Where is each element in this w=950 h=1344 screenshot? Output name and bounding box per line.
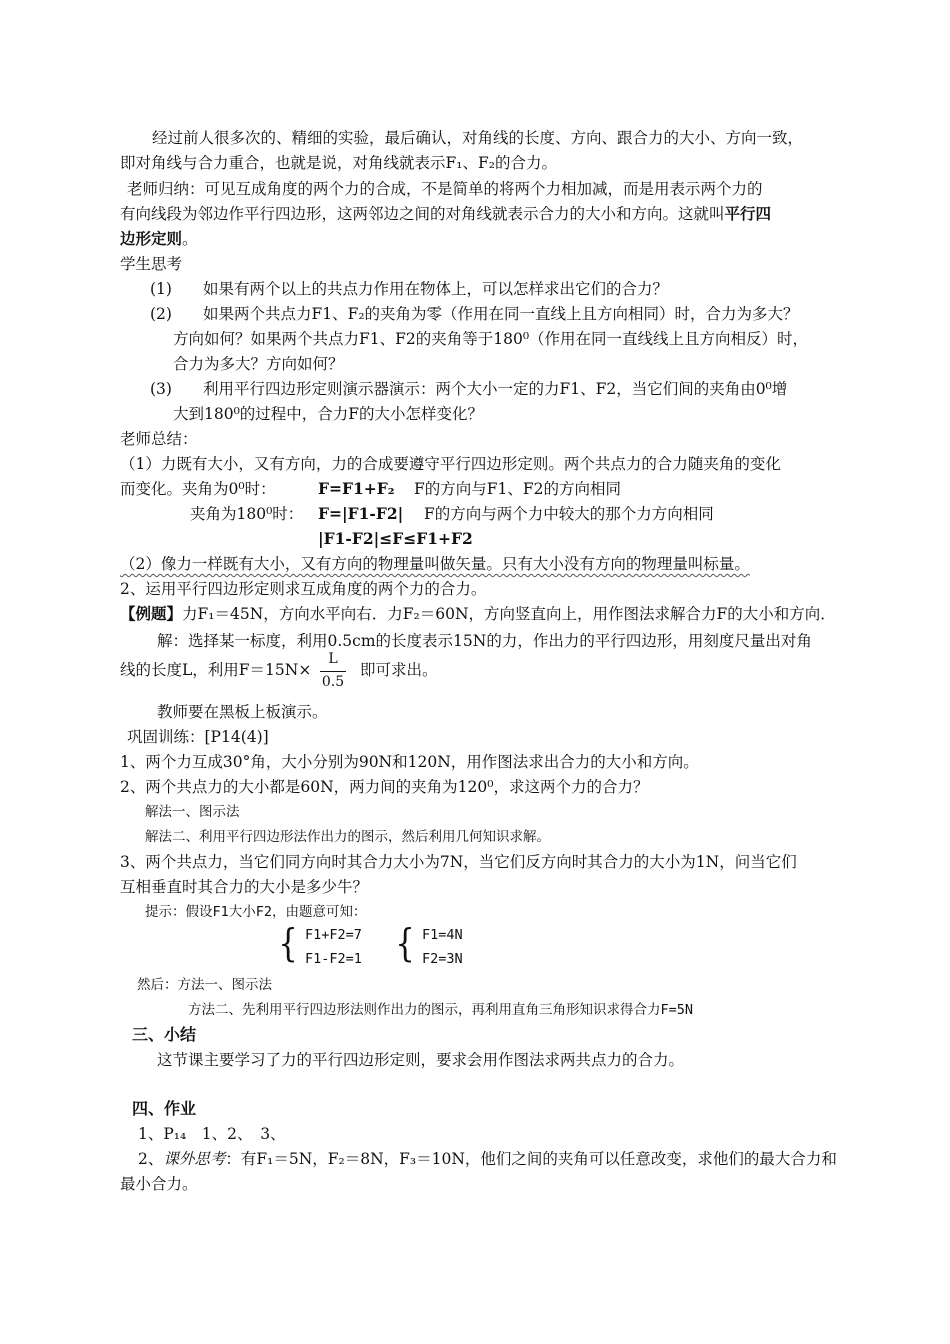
para-1-line-1: 经过前人很多次的、精细的实验，最后确认，对角线的长度、方向、跟合力的大小、方向一致， [152,129,804,147]
summary-1-line-1: （1）力既有大小，又有方向，力的合成要遵守平行四边形定则。两个共点力的合力随夹角的变化 [120,455,781,473]
fraction-bar [320,671,346,672]
exercise-3-line-2: 互相垂直时其合力的大小是多少牛？ [120,878,369,896]
example-label: 【例题】 [120,604,183,623]
section-4-title: 四、作业 [132,1099,197,1118]
section-3-text: 这节课主要学习了力的平行四边形定则，要求会用作图法求两共点力的合力。 [157,1051,685,1069]
fraction-numerator: L [328,651,338,667]
exercise-1: 1、两个力互成30°角，大小分别为90N和120N，用作图法求出合力的大小和方向。 [120,753,699,771]
question-2-line-2: 方向如何？如果两个共点力F1、F2的夹角等于180⁰（作用在同一直线线上且方向相反）时， [173,330,809,348]
para-2-end: 。 [182,230,198,248]
then-method-1: 然后：方法一、图示法 [137,977,272,993]
left-brace-2: { [395,921,415,965]
section-3-title: 三、小结 [132,1025,197,1044]
question-3-line-2: 大到180⁰的过程中，合力F的大小怎样变化？ [173,405,484,423]
question-2-line-1: (2) 如果两个共点力F1、F₂的夹角为零（作用在同一直线上且方向相同）时，合力为多大？ [150,305,799,323]
fraction-denominator: 0.5 [321,674,345,690]
teacher-demo-note: 教师要在黑板上板演示。 [157,703,328,721]
homework-2-text: ：有F₁＝5N，F₂＝8N，F₃＝10N，他们之间的夹角可以任意改变，求他们的最大合力和 [225,1150,837,1168]
consolidation-title: 巩固训练：[P14(4)] [127,728,269,746]
teacher-summary-title: 老师总结： [120,430,198,448]
exercise-3-line-1: 3、两个共点力，当它们同方向时其合力大小为7N，当它们反方向时其合力的大小为1N，问当它们 [120,853,797,871]
question-1: (1) 如果有两个以上的共点力作用在物体上，可以怎样求出它们的合力？ [150,280,668,298]
equation-difference: F1-F2=1 [305,951,362,967]
question-3-line-1: (3) 利用平行四边形定则演示器演示：两个大小一定的力F1、F2，当它们间的夹角由0⁰增 [150,380,788,398]
question-2-line-3: 合力为多大？方向如何？ [173,355,344,373]
homework-1: 1、P₁₄ 1、2、 3、 [138,1125,286,1143]
summary-1-line-3: 夹角为180⁰时： [190,505,304,523]
homework-2-line-2: 最小合力。 [120,1175,198,1193]
homework-2-italic: 课外思考 [163,1150,226,1168]
equation-sum: F1+F2=7 [305,927,362,943]
parallelogram-rule-bold-1: 平行四 [724,204,772,223]
para-2-line-1: 老师归纳：可见互成角度的两个力的合成，不是简单的将两个力相加减，而是用表示两个力的 [127,180,763,198]
left-brace-1: { [278,921,298,965]
para-2-text: 有向线段为邻边作平行四边形，这两邻边之间的对角线就表示合力的大小和方向。这就叫 [120,205,725,223]
homework-2-prefix: 2、 [138,1150,164,1168]
formula-180-angle: F=|F1-F2| [318,504,404,523]
example-text: 力F₁＝45N，方向水平向右．力F₂＝60N，方向竖直向上，用作图法求解合力F的大小和方向． [182,605,836,623]
solution-line-2-end: 即可求出。 [360,661,438,679]
para-2-line-2 [120,203,771,225]
solution-line-2: 线的长度L，利用F＝15N× [120,661,312,679]
then-method-2: 方法二、先利用平行四边形法则作出力的图示，再利用直角三角形知识求得合力F=5N [188,1002,694,1018]
formula-zero-angle: F=F1+F₂ [318,479,395,498]
exercise-2-method-1: 解法一、图示法 [145,804,240,820]
exercise-2: 2、两个共点力的大小都是60N，两力间的夹角为120⁰，求这两个力的合力？ [120,778,649,796]
solution-f1: F1=4N [422,927,463,943]
direction-zero-angle: F的方向与F1、F2的方向相同 [414,480,621,498]
formula-range: |F1-F2|≤F≤F1+F2 [318,529,473,548]
homework-2-line-1 [138,1148,837,1170]
solution-line-1: 解：选择某一标度，利用0.5cm的长度表示15N的力，作出力的平行四边形，用刻度尺量出对角 [157,632,812,650]
direction-180-angle: F的方向与两个力中较大的那个力方向相同 [424,505,714,523]
parallelogram-rule-bold-2: 边形定则 [120,229,183,248]
summary-1-line-2: 而变化。夹角为0⁰时： [120,480,276,498]
para-1-line-2: 即对角线与合力重合，也就是说，对角线就表示F₁、F₂的合力。 [120,154,557,172]
section-2-heading: 2、运用平行四边形定则求互成角度的两个力的合力。 [120,580,487,598]
hint-line: 提示：假设F1大小F2，由题意可知： [145,904,367,920]
summary-2-vector-scalar: （2）像力一样既有大小，又有方向的物理量叫做矢量。只有大小没有方向的物理量叫标量。 [120,555,750,573]
student-think-title: 学生思考 [120,255,183,273]
para-2-line-3 [120,228,198,250]
example-line [120,603,836,625]
solution-f2: F2=3N [422,951,463,967]
exercise-2-method-2: 解法二、利用平行四边形法作出力的图示，然后利用几何知识求解。 [145,829,550,845]
